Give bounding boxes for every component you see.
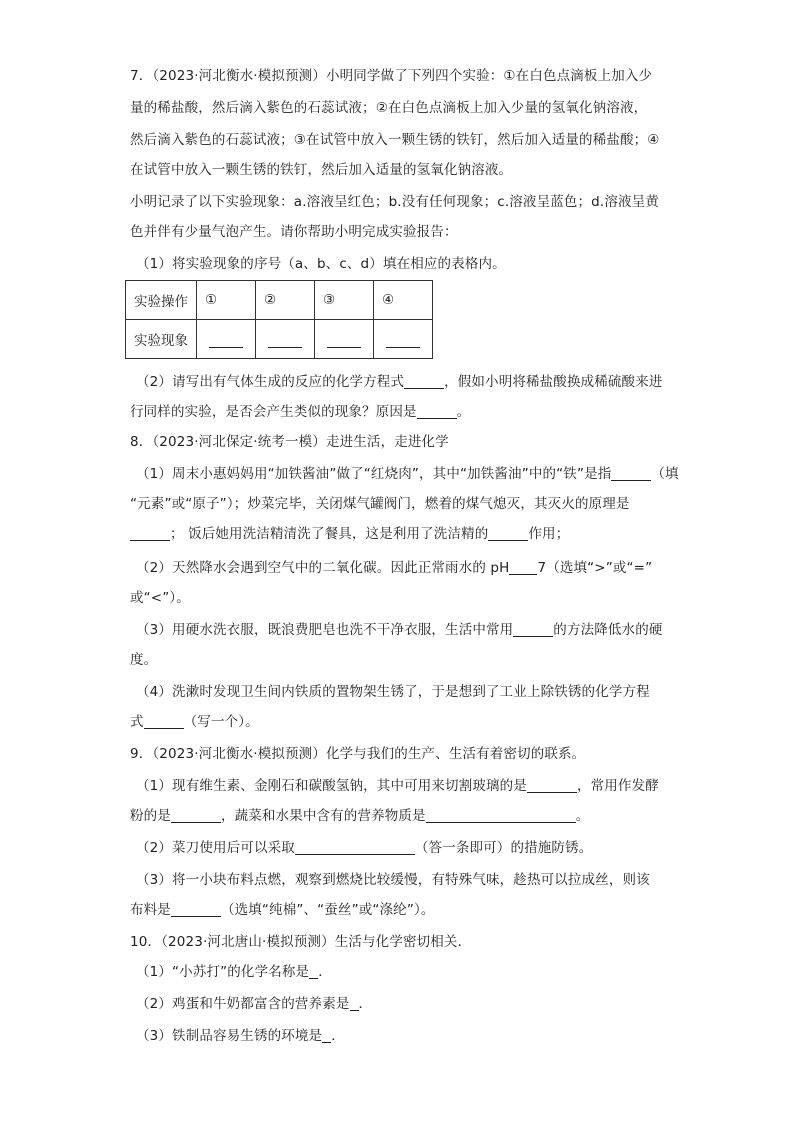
q10-p1-text-b: ． [318, 964, 332, 980]
q8-p3-text-b: 的方法降低水的硬 [553, 622, 663, 638]
q7-p2-text-d: 。 [456, 404, 471, 420]
answer-blank[interactable] [197, 320, 256, 359]
q8-part-3-line-1 [136, 620, 676, 640]
q9-p2-text-a: （2）菜刀使用后可以采取 [136, 840, 295, 856]
answer-blank[interactable] [144, 714, 184, 729]
q7-p2-text-b: ，假如小明将稀盐酸换成稀硫酸来进 [444, 374, 663, 390]
experiment-table [125, 280, 433, 359]
q7-part-2-line-1 [136, 372, 676, 392]
q7-p2-text-a: （2）请写出有气体生成的反应的化学方程式 [136, 374, 405, 390]
answer-blank[interactable] [417, 404, 457, 419]
q8-part-1-line-1 [136, 464, 679, 484]
q9-part-3-line-2 [130, 900, 670, 920]
answer-blank[interactable] [171, 902, 221, 917]
q9-p1-text-a: （1）现有维生素、金刚石和碳酸氢钠，其中可用来切割玻璃的是 [136, 778, 527, 794]
q7-part-2-line-2 [130, 402, 670, 422]
q8-part-2-line-2: 或“<”）。 [130, 590, 190, 606]
table-row-label-phenomenon: 实验现象 [126, 320, 197, 359]
q8-p1-text-a: （1）周末小惠妈妈用“加铁酱油”做了“红烧肉”，其中“加铁酱油”中的“铁”是指 [136, 466, 612, 482]
q7-line-1: 7．（2023·河北衡水·模拟预测）小明同学做了下列四个实验：①在白色点滴板上加入少 [130, 68, 653, 84]
answer-blank[interactable] [404, 374, 444, 389]
answer-blank[interactable] [374, 320, 433, 359]
answer-blank[interactable] [513, 622, 553, 637]
q8-title: 8．（2023·河北保定·统考一模）走进生活，走进化学 [130, 434, 449, 450]
answer-blank[interactable] [315, 320, 374, 359]
answer-blank[interactable] [256, 320, 315, 359]
answer-blank[interactable] [426, 808, 576, 823]
q8-part-1-line-2: “元素”或“原子”）；炒菜完毕，关闭煤气罐阀门，燃着的煤气熄灭，其灭火的原理是 [130, 496, 630, 512]
answer-blank[interactable] [171, 808, 221, 823]
q8-part-4-line-1: （4）洗漱时发现卫生间内铁质的置物架生锈了，于是想到了工业上除铁锈的化学方程 [136, 684, 650, 700]
answer-blank[interactable] [350, 996, 359, 1011]
table-col-3: ③ [315, 281, 374, 320]
answer-blank[interactable] [611, 466, 651, 481]
q8-p1-text-e: 作用； [528, 526, 570, 542]
q10-p1-text-a: （1）“小苏打”的化学名称是 [136, 964, 310, 980]
answer-blank[interactable] [488, 526, 528, 541]
q7-line-4: 在试管中放入一颗生锈的铁钉，然后加入适量的氢氧化钠溶液。 [130, 162, 513, 178]
table-col-2: ② [256, 281, 315, 320]
q10-p3-text-a: （3）铁制品容易生锈的环境是 [136, 1028, 323, 1044]
table-row [126, 320, 433, 359]
q9-p1-text-e: 。 [575, 808, 590, 824]
answer-blank[interactable] [295, 840, 415, 855]
q10-p2-text-b: ． [358, 996, 373, 1012]
q10-p2-text-a: （2）鸡蛋和牛奶都富含的营养素是 [136, 996, 350, 1012]
q9-p1-text-d: ，蔬菜和水果中含有的营养物质是 [220, 808, 426, 824]
q9-p2-text-b: （答一条即可）的措施防锈。 [414, 840, 593, 856]
q9-p3-text-c: （选填“纯棉”、“蚕丝”或“涤纶”）。 [220, 902, 435, 918]
q8-p2-text-a: （2）天然降水会遇到空气中的二氧化碳。因此正常雨水的 pH [136, 560, 510, 576]
q10-part-2 [136, 994, 676, 1014]
q8-p4-text-b: 式 [130, 714, 144, 730]
q9-p3-text-b: 布料是 [130, 902, 171, 918]
q9-p1-text-b: ，常用作发酵 [576, 778, 659, 794]
q7-line-6: 色并伴有少量气泡产生。请你帮助小明完成实验报告： [130, 224, 458, 240]
q7-line-2: 量的稀盐酸，然后滴入紫色的石蕊试液；②在白色点滴板上加入少量的氢氧化钠溶液， [130, 100, 648, 116]
q7-line-3: 然后滴入紫色的石蕊试液；③在试管中放入一颗生锈的铁钉，然后加入适量的稀盐酸；④ [130, 132, 660, 148]
q10-part-1 [136, 962, 676, 982]
q8-p1-text-d: ； 饭后她用洗洁精清洗了餐具，这是利用了洗洁精的 [170, 526, 489, 542]
table-row [126, 281, 433, 320]
q8-p2-text-b: 7（选填“>”或“=” [537, 560, 653, 576]
q7-line-5: 小明记录了以下实验现象：a.溶液呈红色；b.没有任何现象；c.溶液呈蓝色；d.溶液呈黄 [130, 194, 659, 210]
answer-blank[interactable] [130, 526, 170, 541]
q10-title: 10．（2023·河北唐山·模拟预测）生活与化学密切相关． [130, 934, 472, 950]
q9-title: 9．（2023·河北衡水·模拟预测）化学与我们的生产、生活有着密切的联系。 [130, 746, 586, 762]
q9-part-3-line-1: （3）将一小块布料点燃，观察到燃烧比较缓慢，有特殊气味，趁热可以拉成丝，则该 [136, 872, 650, 888]
table-col-1: ① [197, 281, 256, 320]
q10-p3-text-b: ． [331, 1028, 345, 1044]
q8-part-2-line-1 [136, 558, 676, 578]
table-col-4: ④ [374, 281, 433, 320]
q8-part-3-line-2: 度。 [130, 652, 158, 668]
q7-part-1: （1）将实验现象的序号（a、b、c、d）填在相应的表格内。 [136, 256, 506, 272]
q8-p4-text-c: （写一个）。 [183, 714, 259, 730]
q10-part-3 [136, 1026, 676, 1046]
q9-part-1-line-2 [130, 806, 670, 826]
answer-blank[interactable] [527, 778, 577, 793]
q8-p1-text-b: （填 [651, 466, 679, 482]
q9-part-2 [136, 838, 676, 858]
table-row-label-operation: 实验操作 [126, 281, 197, 320]
q8-p3-text-a: （3）用硬水洗衣服，既浪费肥皂也洗不干净衣服，生活中常用 [136, 622, 514, 638]
q8-part-1-line-3 [130, 524, 670, 544]
q9-part-1-line-1 [136, 776, 676, 796]
q7-p2-text-c: 行同样的实验，是否会产生类似的现象？原因是 [130, 404, 417, 420]
q9-p1-text-c: 粉的是 [130, 808, 171, 824]
q8-part-4-line-2 [130, 712, 670, 732]
answer-blank[interactable] [309, 964, 318, 979]
answer-blank[interactable] [322, 1028, 331, 1043]
answer-blank[interactable] [509, 560, 537, 575]
